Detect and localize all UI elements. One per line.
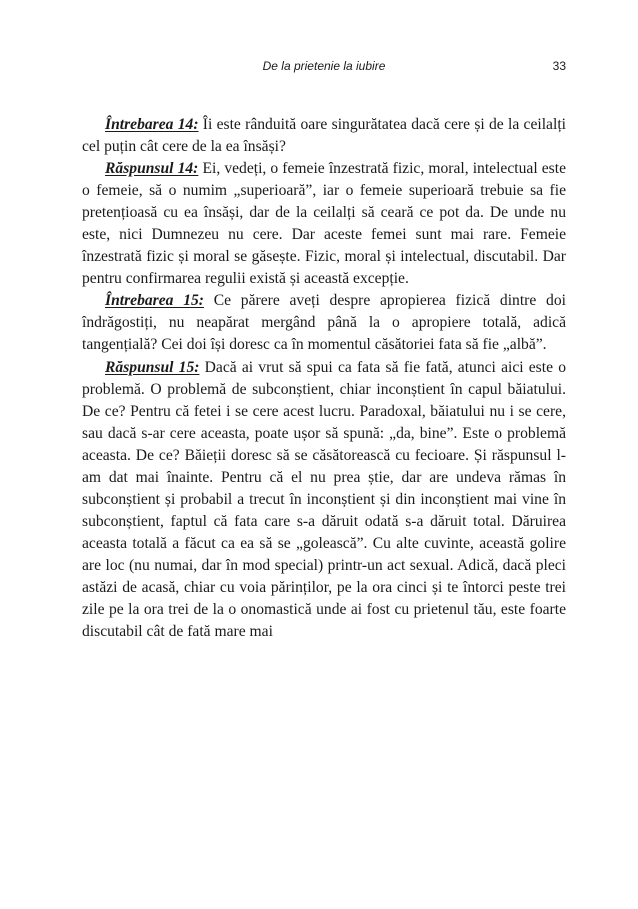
running-title: De la prietenie la iubire — [262, 59, 386, 73]
paragraph-question-15 — [82, 290, 566, 356]
paragraph-question-14 — [82, 114, 566, 158]
body-text — [82, 114, 566, 643]
paragraph-answer-15 — [82, 357, 566, 644]
answer-15-label: Răspunsul 15: — [105, 358, 200, 376]
answer-15-text: Dacă ai vrut să spui ca fata să fie fată, atunci aici este o problemă. O problemă de subconștient, chiar inconștient în capul băiatului. De ce? Pentru că fetei i se cere acest lucru. Paradoxal, băiatului nu i se cere, sau dacă s-ar cere aceasta, poate ușor să spună: „da, bine”. Este o problemă aceasta. De ce? Băieții doresc să se căsătorească cu fecioare. Și răspunsul l-am dat mai înainte. Pentru că el nu prea știe, dar are undeva rămas în subconștient și probabil a trecut în inconștient și din inconștient mai vine în subconștient, faptul că fata care s-a dăruit odată s-a dăruit total. Dăruirea aceasta totală a făcut ca ea să se „golească”. Cu alte cuvinte, această golire are loc (nu numai, dar în mod special) printr-un act sexual. Adică, dacă pleci astăzi de acasă, chiar cu voia părinților, pe la ora cinci și te întorci peste trei zile pe la ora trei de la o onomastică unde ai fost cu prietenul tău, este foarte discutabil cât de fată mare mai — [82, 358, 566, 641]
question-15-label: Întrebarea 15: — [105, 292, 204, 310]
running-header — [82, 59, 566, 77]
page-number: 33 — [552, 59, 566, 73]
answer-14-label: Răspunsul 14: — [105, 160, 199, 178]
paragraph-answer-14 — [82, 158, 566, 290]
question-14-label: Întrebarea 14: — [105, 116, 199, 133]
answer-14-text: Ei, vedeți, o femeie înzestrată fizic, moral, intelectual este o femeie, să o numim „superioară”, iar o femeie superioară trebuie sa fie pretențioasă cu ea însăși, dar de la ceilalți să ceară ce pot da. De unde nu este, nici Dumnezeu nu cere. Dar aceste femei sunt mai rare. Femeie înzestrată fizic și moral se găsește. Fizic, moral și intelectual, discutabil. Dar pentru confirmarea regulii există și această excepție. — [82, 160, 566, 288]
question-15-text: Ce părere aveți despre apropierea fizică dintre doi îndrăgostiți, nu neapărat mergând până la o apropiere totală, adică tangențială? Cei doi își doresc ca în momentul căsătoriei fata să fie „albă”. — [82, 292, 566, 354]
question-14-text: Îi este rânduită oare singurătatea dacă cere și de la ceilalți cel puțin cât cere de la ea însăși? — [82, 116, 566, 156]
